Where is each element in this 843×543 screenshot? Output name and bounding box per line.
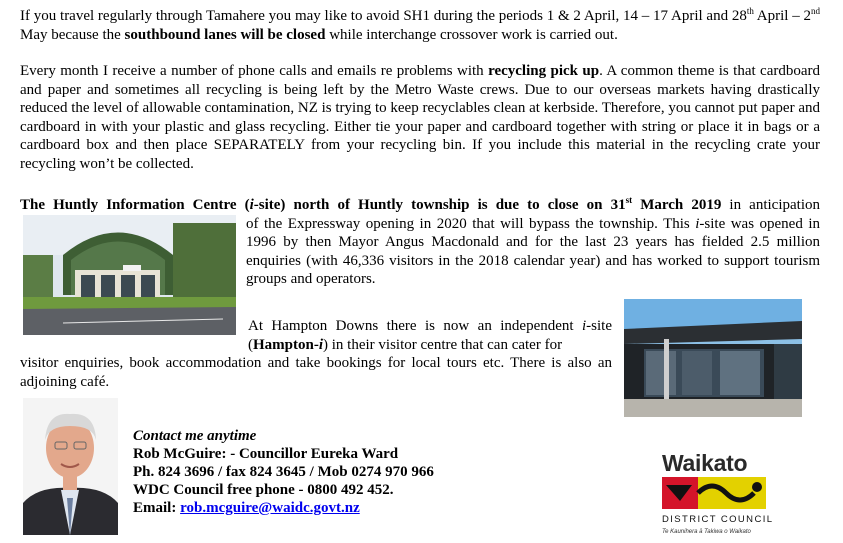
logo-motto: Te Kaunihera ā Takiwa o Waikato xyxy=(662,529,751,535)
contact-phones: Ph. 824 3696 / fax 824 3645 / Mob 0274 970 966 xyxy=(133,464,434,480)
contact-heading: Contact me anytime xyxy=(133,428,257,444)
paragraph-hampton-downs: At Hampton Downs there is now an independent i-site (Hampton-i) in their visitor centre that can cater for visitor enquiries, book accommodation and take bookings for local tours etc. There is also an adjoining café. xyxy=(20,318,612,390)
paragraph-recycling: Every month I receive a number of phone calls and emails re problems with recycling pick up. A common theme is that cardboard and paper and sometimes all recycling is being left by the Metro Waste crews. Due to our overseas markets having drastically reduced the level of allowable contamination, NZ is trying to keep recyclables clean at kerbside. Therefore, you cannot put paper and cardboard in with your plastic and glass recycling. Either tie your paper and cardboard together with string or place it in bags or a cardboard box and then place SEPARATELY from your recycling bin. If you include this material in the recycling crate your recycling won’t be collected. xyxy=(20,63,820,172)
contact-email-line: Email: rob.mcguire@waidc.govt.nz xyxy=(133,500,360,516)
paragraph-sh1-closures: If you travel regularly through Tamahere you may like to avoid SH1 during the periods 1 & 2 April, 14 – 17 April and 28th April – 2nd May because the southbound lanes will be closed while interchange crossover work is carried out. xyxy=(20,6,820,43)
waikato-district-council-logo xyxy=(654,450,774,535)
contact-block xyxy=(133,427,434,517)
logo-wordmark: Waikato xyxy=(662,450,748,476)
logo-emblem xyxy=(662,477,766,509)
email-link[interactable]: rob.mcguire@waidc.govt.nz xyxy=(180,500,360,516)
paragraph-huntly-isite: The Huntly Information Centre (i-site) north of Huntly township is due to close on 31st March 2019 in anticipation of the Expressway opening in 2020 that will bypass the township. This i-site was opened in 1996 by then Mayor Angus Macdonald and for the last 23 years has fielded 2.5 million enquiries (with 46,336 visitors in the 2018 calendar year) and has worked to support tourism groups and operators. xyxy=(20,195,820,287)
logo-subtitle: DISTRICT COUNCIL xyxy=(662,514,774,525)
contact-freephone: WDC Council free phone - 0800 492 452. xyxy=(133,482,394,498)
hampton-downs-photo xyxy=(624,299,802,417)
contact-name: Rob McGuire: - Councillor Eureka Ward xyxy=(133,446,399,462)
councillor-portrait xyxy=(23,398,118,535)
